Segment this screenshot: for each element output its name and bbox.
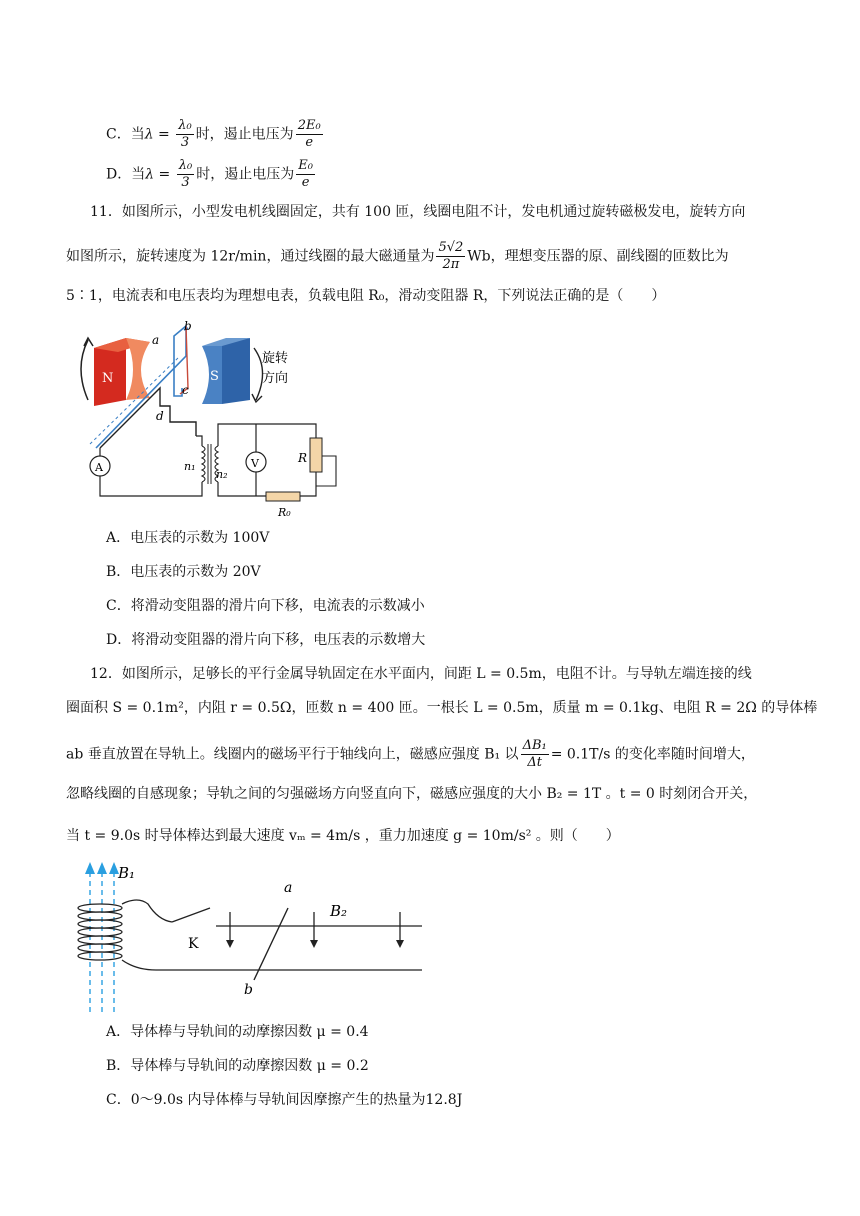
q11-option-a: A．电压表的示数为 100V (106, 530, 270, 546)
b2-field-arrows (230, 912, 400, 944)
q11-stem-line-2: 如图所示，旋转速度为 12r/min，通过线圈的最大磁通量为 $\frac{5√2}{2\pi}$ Wb，理想变压器的原、副线圈的匝数比为 (66, 240, 729, 272)
coil-label-b: b (184, 319, 192, 333)
q12-stem-line-3: ab 垂直放置在导轨上。线圈内的磁场平行于轴线向上，磁感应强度 B₁ 以 $\frac{\text{ΔB₁}}{\Delta t}$ = 0.1T/s 的变化率随时间增大， (66, 738, 755, 770)
switch-k (172, 908, 210, 922)
q12-stem-line-4: 忽略线圈的自感现象；导轨之间的匀强磁场方向竖直向下，磁感应强度的大小 B₂ = 1T 。t = 0 时刻闭合开关， (66, 786, 758, 802)
magnet-n-label: N (102, 371, 114, 386)
coil-turns (78, 904, 122, 960)
q10-option-d: D．当λ = $\frac{\text{λ₀}}{3}$ 时，遏止电压为 $\frac{\text{E₀}}{e}$ (106, 158, 313, 190)
coil-label-c: c (182, 383, 189, 397)
lower-rail (122, 960, 422, 970)
q12-stem-line-5: 当 t = 9.0s 时导体棒达到最大速度 vₘ = 4m/s ，重力加速度 g = 10m/s² 。则（ ） (66, 828, 620, 844)
q12-option-b: B．导体棒与导轨间的动摩擦因数 μ = 0.2 (106, 1058, 369, 1074)
fraction: $\frac{\text{2E₀}}{e}$ (297, 118, 321, 150)
q11-stem-line-3: 5∶1，电流表和电压表均为理想电表，负载电阻 R₀，滑动变阻器 R，下列说法正确的是（ ） (66, 288, 666, 304)
flux-fraction: $\frac{5√2}{2\pi}$ (438, 240, 464, 272)
load-resistor-label: R₀ (278, 506, 291, 519)
q12-option-c: C．0～9.0s 内导体棒与导轨间因摩擦产生的热量为12.8J (106, 1092, 463, 1108)
switch-k-label: K (188, 936, 199, 952)
fraction: $\frac{\text{λ₀}}{3}$ (178, 118, 192, 150)
n1-label: n₁ (184, 460, 196, 473)
generator-circuit-figure (66, 318, 366, 526)
q11-option-b: B．电压表的示数为 20V (106, 564, 261, 580)
fraction: $\frac{\text{E₀}}{e}$ (298, 158, 313, 190)
rail-coil-figure (66, 856, 436, 1016)
q12-stem-line-2: 圈面积 S = 0.1m²，内阻 r = 0.5Ω，匝数 n = 400 匝。一根长 L = 0.5m，质量 m = 0.1kg、电阻 R = 2Ω 的导体棒 (66, 700, 818, 716)
q12-option-a: A．导体棒与导轨间的动摩擦因数 μ = 0.4 (106, 1024, 369, 1040)
q11-stem-line-1: 11．如图所示，小型发电机线圈固定，共有 100 匝，线圈电阻不计，发电机通过旋转磁极发电，旋转方向 (90, 204, 746, 220)
rotation-label-1: 旋转 (262, 351, 289, 366)
rod-label-b: b (244, 982, 253, 998)
n2-label: n₂ (216, 468, 228, 481)
rotation-arrow-left (81, 340, 88, 400)
q12-stem-line-1: 12．如图所示，足够长的平行金属导轨固定在水平面内，间距 L = 0.5m，电阻不计。与导轨左端连接的线 (90, 666, 752, 682)
fraction: $\frac{\text{λ₀}}{3}$ (178, 158, 193, 190)
south-magnet (222, 338, 250, 404)
coil-label-d: d (156, 409, 164, 423)
ammeter-label: A (95, 461, 103, 474)
rotation-label-2: 方向 (262, 371, 289, 386)
rate-fraction: $\frac{\text{ΔB₁}}{\Delta t}$ (522, 738, 547, 770)
b1-field-lines (90, 870, 114, 1012)
q11-option-c: C．将滑动变阻器的滑片向下移，电流表的示数减小 (106, 598, 425, 614)
coil-label-a: a (152, 333, 160, 347)
q11-option-d: D．将滑动变阻器的滑片向下移，电压表的示数增大 (106, 632, 426, 648)
b1-label: B₁ (118, 864, 136, 882)
b2-label: B₂ (330, 902, 348, 920)
rheostat-label: R (298, 451, 308, 465)
rod-label-a: a (284, 880, 293, 896)
q10-option-c: C．当λ = $\frac{\text{λ₀}}{3}$ 时，遏止电压为 $\frac{\text{2E₀}}{e}$ (106, 118, 321, 150)
load-resistor (266, 492, 300, 501)
voltmeter-label: V (251, 457, 259, 470)
rheostat (310, 438, 322, 472)
conductor-rod-ab (254, 908, 288, 980)
magnet-s-label: S (210, 369, 219, 384)
